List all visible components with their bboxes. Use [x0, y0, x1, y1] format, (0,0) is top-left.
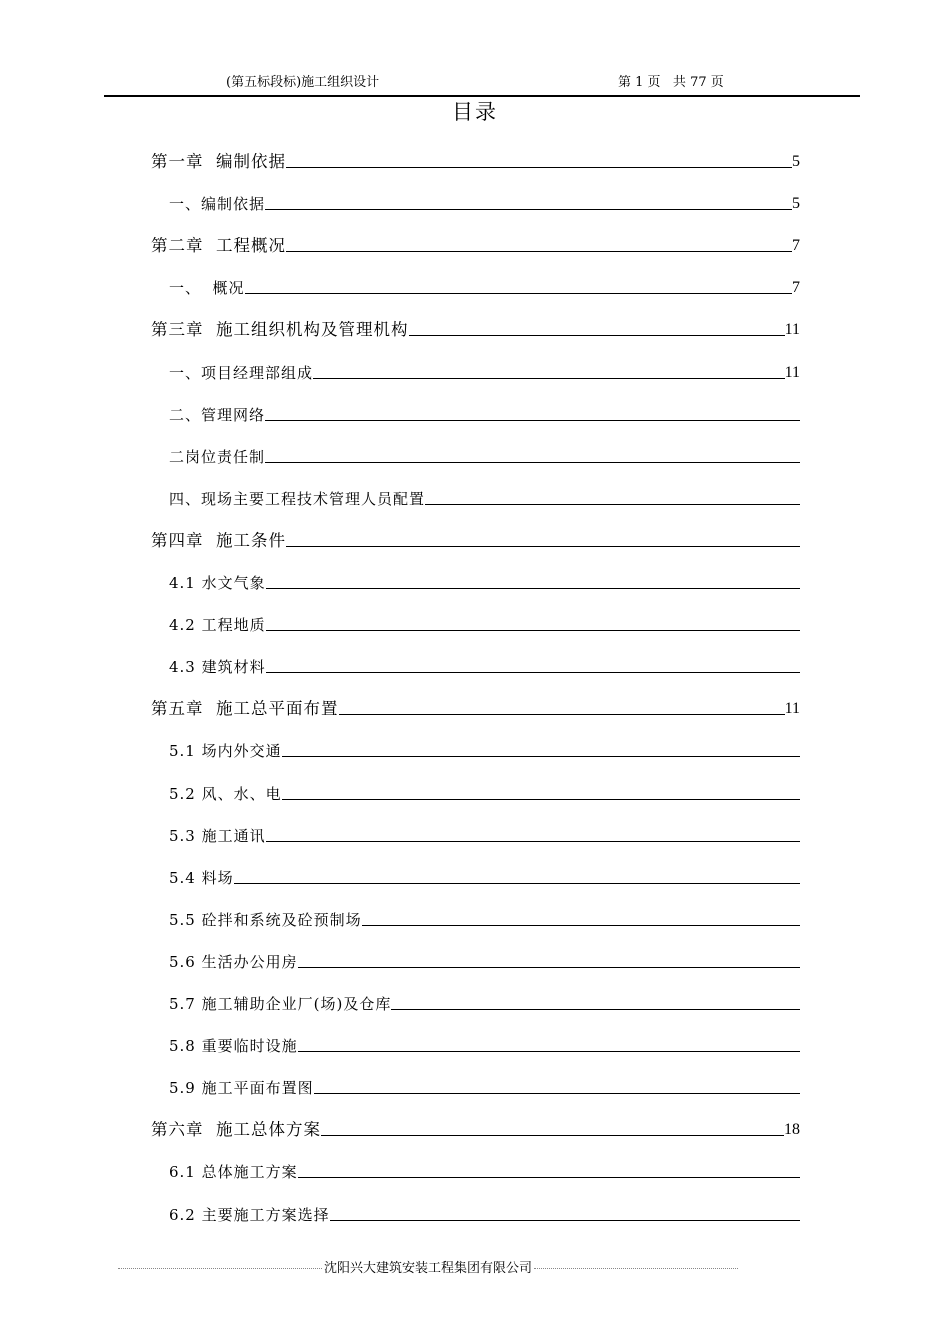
toc-entry[interactable] — [0, 230, 950, 256]
toc-leader-line — [266, 840, 800, 842]
toc-entry-label: 第六章 施工总体方案 — [151, 1120, 321, 1139]
toc-entry-page: 11 — [784, 700, 800, 717]
toc-entry-label: 5.1 场内外交通 — [169, 742, 282, 760]
toc-entry-page: 11 — [784, 321, 800, 338]
toc-entry[interactable] — [0, 1030, 950, 1056]
toc-entry-label: 第二章 工程概况 — [151, 236, 286, 255]
toc-entry-label: 一、 概况 — [169, 279, 245, 297]
toc-leader-line — [234, 882, 800, 884]
toc-entry-label: 4.1 水文气象 — [169, 574, 266, 592]
toc-entry[interactable] — [0, 609, 950, 635]
toc-entry-label: 第四章 施工条件 — [151, 531, 286, 550]
toc-leader-line — [266, 629, 800, 631]
toc-entry[interactable] — [0, 651, 950, 677]
toc-entry[interactable] — [0, 357, 950, 383]
toc-entry[interactable] — [0, 862, 950, 888]
toc-entry-label: 6.2 主要施工方案选择 — [169, 1206, 330, 1224]
toc-leader-line — [265, 208, 792, 210]
toc-entry[interactable] — [0, 483, 950, 509]
toc-entry[interactable] — [0, 399, 950, 425]
toc-entry-page: 5 — [792, 195, 800, 212]
document-title: (第五标段标)施工组织设计 — [226, 75, 380, 90]
toc-leader-line — [282, 755, 800, 757]
toc-leader-line — [265, 419, 800, 421]
toc-entry-label: 第一章 编制依据 — [151, 152, 286, 171]
toc-entry-label: 5.3 施工通讯 — [169, 827, 266, 845]
toc-entry[interactable] — [0, 735, 950, 761]
page-number-info: 第 1 页 共 77 页 — [618, 75, 724, 90]
toc-entry-label: 4.3 建筑材料 — [169, 658, 266, 676]
toc-leader-line — [362, 924, 800, 926]
toc-leader-line — [286, 166, 792, 168]
toc-entry-page: 18 — [784, 1121, 800, 1138]
page-footer — [118, 1256, 738, 1276]
toc-leader-line — [286, 250, 792, 252]
toc-entry[interactable] — [0, 188, 950, 214]
toc-entry[interactable] — [0, 567, 950, 593]
toc-leader-line — [282, 798, 800, 800]
toc-leader-line — [409, 334, 785, 336]
toc-entry-label: 5.6 生活办公用房 — [169, 953, 298, 971]
toc-leader-line — [425, 503, 800, 505]
toc-entry-label: 4.2 工程地质 — [169, 616, 266, 634]
toc-entry[interactable] — [0, 693, 950, 719]
toc-leader-line — [298, 966, 800, 968]
toc-leader-line — [266, 671, 800, 673]
toc-entry-label: 第三章 施工组织机构及管理机构 — [151, 320, 409, 339]
toc-entry-page: 11 — [784, 364, 800, 381]
toc-leader-line — [265, 461, 800, 463]
toc-entry[interactable] — [0, 146, 950, 172]
toc-entry-label: 二、管理网络 — [169, 406, 266, 424]
footer-company-name: 沈阳兴大建筑安装工程集团有限公司 — [324, 1260, 533, 1276]
toc-leader-line — [339, 713, 785, 715]
toc-leader-line — [321, 1134, 784, 1136]
toc-entry-label: 四、现场主要工程技术管理人员配置 — [169, 490, 426, 508]
toc-entry-label: 5.9 施工平面布置图 — [169, 1079, 314, 1097]
toc-entry[interactable] — [0, 441, 950, 467]
toc-entry[interactable] — [0, 314, 950, 340]
toc-entry[interactable] — [0, 525, 950, 551]
toc-entry-label: 二岗位责任制 — [169, 448, 266, 466]
toc-leader-line — [266, 587, 800, 589]
toc-leader-line — [313, 377, 785, 379]
toc-leader-line — [298, 1176, 800, 1178]
toc-entry[interactable] — [0, 820, 950, 846]
toc-entry[interactable] — [0, 1156, 950, 1182]
toc-entry-label: 一、编制依据 — [169, 195, 266, 213]
toc-entry-label: 5.2 风、水、电 — [169, 785, 282, 803]
toc-entry-label: 第五章 施工总平面布置 — [151, 699, 339, 718]
toc-entry[interactable] — [0, 1114, 950, 1140]
footer-dotted-rule-right — [534, 1267, 738, 1269]
toc-leader-line — [286, 545, 800, 547]
toc-entry-label: 5.7 施工辅助企业厂(场)及仓库 — [169, 995, 392, 1013]
toc-entry-label: 5.8 重要临时设施 — [169, 1037, 298, 1055]
toc-entry[interactable] — [0, 778, 950, 804]
toc-entry-page: 7 — [792, 279, 800, 296]
toc-entry[interactable] — [0, 946, 950, 972]
toc-entry-page: 7 — [792, 237, 800, 254]
toc-leader-line — [245, 292, 792, 294]
toc-entry-page: 5 — [792, 153, 800, 170]
footer-dotted-rule-left — [118, 1267, 322, 1269]
toc-entry-label: 一、项目经理部组成 — [169, 364, 314, 382]
toc-entry[interactable] — [0, 988, 950, 1014]
toc-entry[interactable] — [0, 272, 950, 298]
toc-title: 目录 — [452, 100, 498, 124]
toc-entry-label: 5.5 砼拌和系统及砼预制场 — [169, 911, 362, 929]
toc-leader-line — [391, 1008, 800, 1010]
toc-leader-line — [330, 1219, 800, 1221]
toc-leader-line — [314, 1092, 800, 1094]
toc-leader-line — [298, 1050, 800, 1052]
toc-entry[interactable] — [0, 904, 950, 930]
toc-entry[interactable] — [0, 1072, 950, 1098]
toc-entry[interactable] — [0, 1199, 950, 1225]
toc-entry-label: 5.4 料场 — [169, 869, 234, 887]
toc-entry-label: 6.1 总体施工方案 — [169, 1163, 298, 1181]
